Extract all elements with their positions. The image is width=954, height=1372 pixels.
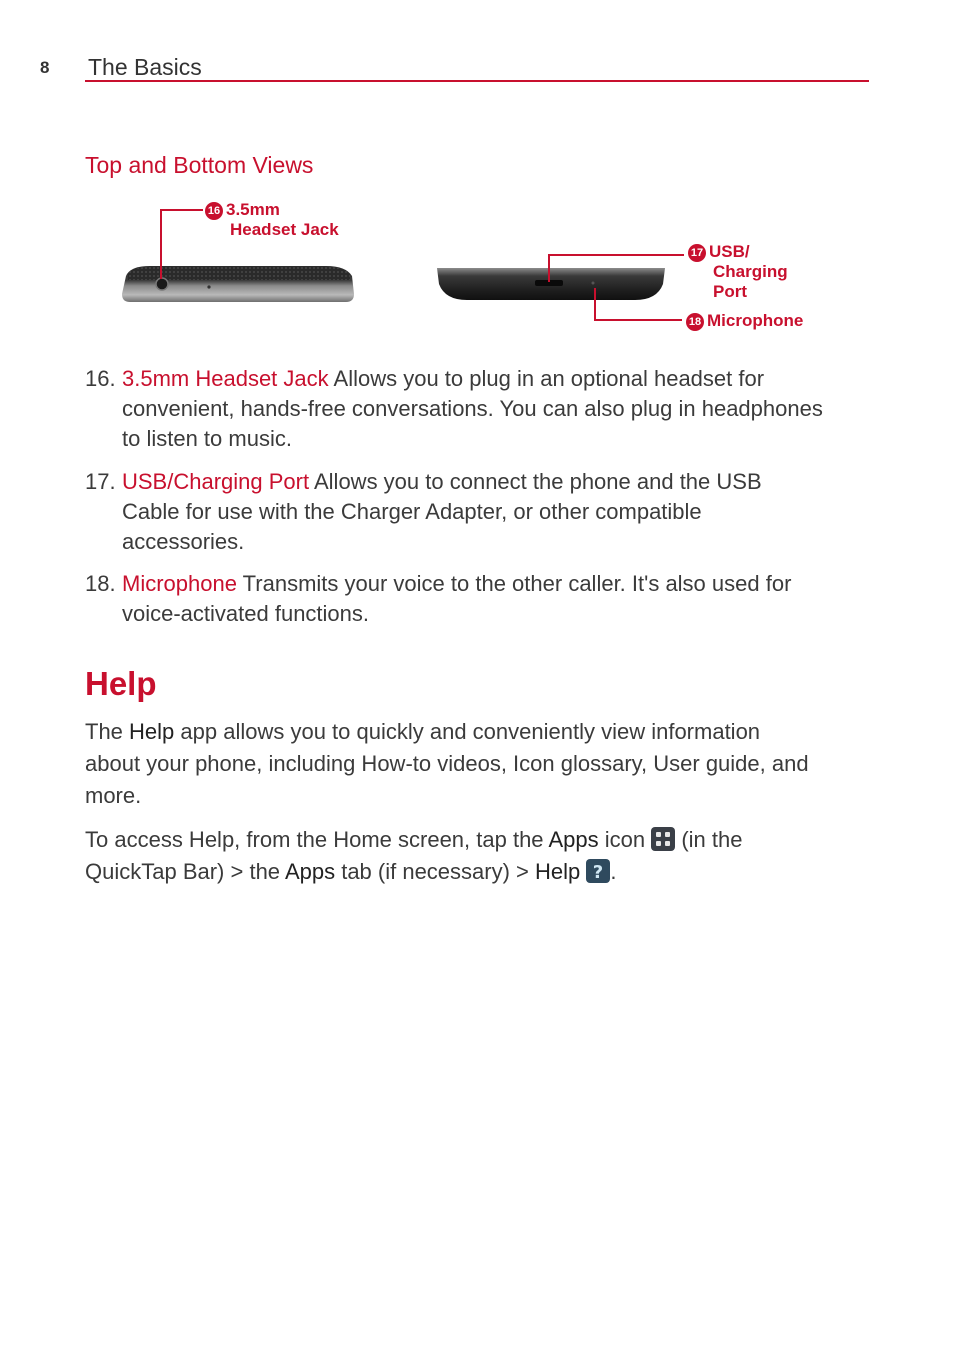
callout-17-line-h [548,254,684,256]
term-usb-charging-port: USB/Charging Port [122,469,310,494]
list-item-desc-a: Transmits your voice to the other caller. It's also used for [236,571,792,596]
callout-16-label-2: Headset Jack [230,220,339,239]
text-span: icon [598,827,652,852]
callout-16-label-1: 3.5mm [226,200,280,219]
term-headset-jack: 3.5mm Headset Jack [122,366,329,391]
text-span: more. [85,783,142,808]
help-term: Help [535,859,581,884]
svg-text:?: ? [593,862,604,883]
subheading: Top and Bottom Views [85,152,314,178]
help-paragraph-1 [85,716,875,812]
callout-17-label-2: Charging [713,262,788,281]
callout-17-label-3: Port [713,282,747,301]
list-item-desc-c: to listen to music. [122,426,292,451]
text-span: QuickTap Bar) > the [85,859,285,884]
list-item-number: 16. [85,366,116,391]
apps-grid-icon [651,827,675,851]
text-span: . [610,859,617,884]
phone-top-view-image [120,262,356,306]
text-span: (in the [675,827,743,852]
page-number: 8 [40,58,50,77]
callout-17-label-1: USB/ [709,242,750,261]
list-item-desc-b: voice-activated functions. [122,601,370,626]
list-item-desc-c: accessories. [122,529,245,554]
callout-18 [686,311,803,331]
callout-18-badge: 18 [686,313,704,331]
text-span: To access Help, from the Home screen, tap the [85,827,549,852]
help-paragraph-2 [85,824,875,888]
list-item-17 [85,467,875,559]
term-microphone: Microphone [122,571,237,596]
text-span: app allows you to quickly and conveniently view information [174,719,761,744]
help-question-icon [586,859,610,883]
list-item-desc-a: Allows you to connect the phone and the USB [309,469,762,494]
phone-bottom-view-image [435,264,667,304]
text-span: The [85,719,130,744]
help-term: Help [129,719,175,744]
header-rule [85,80,869,82]
text-span: about your phone, including How-to videos, Icon glossary, User guide, and [85,751,809,776]
list-item-18 [85,569,875,631]
callout-18-line-h [594,319,682,321]
help-heading: Help [85,665,157,702]
list-item-desc-b: convenient, hands-free conversations. You can also plug in headphones [122,396,823,421]
callout-18-line-v [594,288,596,321]
callout-16-line-h [160,209,203,211]
callout-17-badge: 17 [688,244,706,262]
section-title: The Basics [88,54,202,80]
text-span: tab (if necessary) > [335,859,536,884]
list-item-desc-a: Allows you to plug in an optional headset for [328,366,765,391]
callout-17-line-v [548,254,550,282]
callout-18-label-1: Microphone [707,311,804,330]
apps-term: Apps [548,827,599,852]
apps-tab-term: Apps [284,859,336,884]
list-item-16 [85,364,875,456]
callout-16-line-v [160,209,162,279]
callout-16 [205,200,339,240]
callout-17 [688,242,788,302]
list-item-desc-b: Cable for use with the Charger Adapter, or other compatible [122,499,702,524]
list-item-number: 18. [85,571,116,596]
list-item-number: 17. [85,469,116,494]
callout-16-badge: 16 [205,202,223,220]
